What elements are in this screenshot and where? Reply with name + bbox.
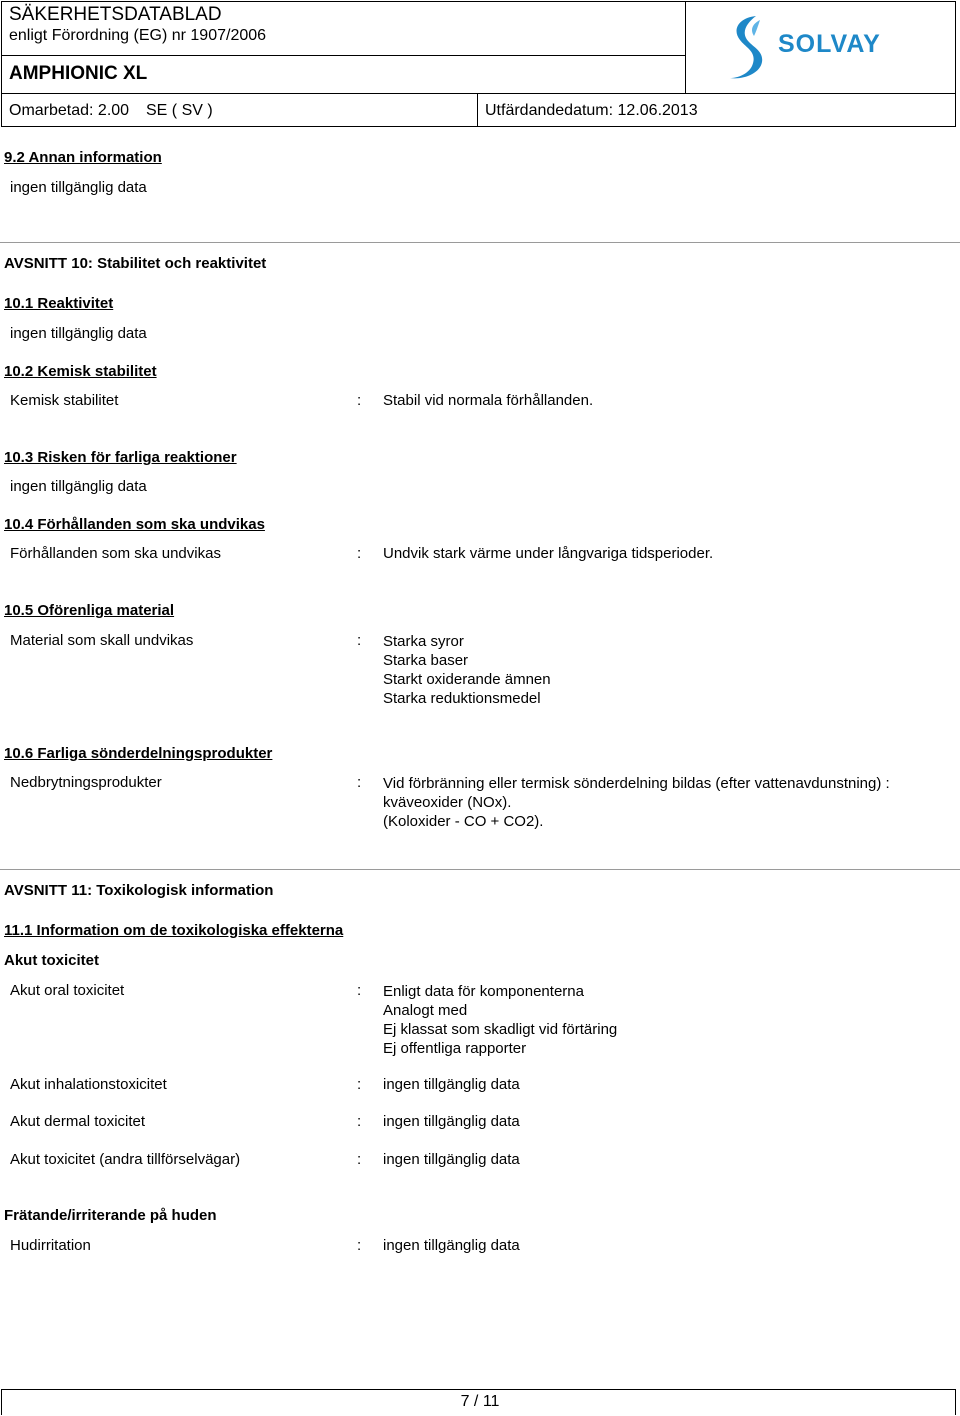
document-type: SÄKERHETSDATABLAD xyxy=(9,4,222,25)
field-colon: : xyxy=(357,982,362,999)
field-label: Förhållanden som ska undvikas xyxy=(10,545,221,562)
section-10-4-heading: 10.4 Förhållanden som ska undvikas xyxy=(4,516,265,533)
section-10-5-heading: 10.5 Oförenliga material xyxy=(4,602,175,619)
field-colon: : xyxy=(357,392,362,409)
field-value: ingen tillgänglig data xyxy=(383,1237,520,1254)
field-colon: : xyxy=(357,1151,362,1168)
section-10-2-heading: 10.2 Kemisk stabilitet xyxy=(4,363,157,380)
list-item: Enligt data för komponenterna xyxy=(383,983,584,1000)
field-colon: : xyxy=(357,774,362,791)
field-colon: : xyxy=(357,1076,362,1093)
list-item: (Koloxider - CO + CO2). xyxy=(383,813,544,830)
section-10-3-text: ingen tillgänglig data xyxy=(10,478,147,495)
list-item: Ej klassat som skadligt vid förtäring xyxy=(383,1021,618,1038)
field-label: Material som skall undvikas xyxy=(10,632,194,649)
field-label: Kemisk stabilitet xyxy=(10,392,119,409)
list-item: Vid förbränning eller termisk sönderdelning bildas (efter vattenavdunstning) : xyxy=(383,775,890,792)
list-item: Starka reduktionsmedel xyxy=(383,690,541,707)
field-value-list xyxy=(383,982,617,1058)
regulation: enligt Förordning (EG) nr 1907/2006 xyxy=(9,27,267,44)
field-colon: : xyxy=(357,1113,362,1130)
list-item: Ej offentliga rapporter xyxy=(383,1040,527,1057)
product-name: AMPHIONIC XL xyxy=(9,63,148,84)
section-9-2-heading: 9.2 Annan information xyxy=(4,149,162,166)
section-10-3-heading: 10.3 Risken för farliga reaktioner xyxy=(4,449,237,466)
section-11-title: AVSNITT 11: Toxikologisk information xyxy=(4,882,274,899)
field-colon: : xyxy=(357,632,362,649)
field-label: Akut toxicitet (andra tillförselvägar) xyxy=(10,1151,241,1168)
skin-irritation-heading: Frätande/irriterande på huden xyxy=(4,1207,217,1224)
section-separator xyxy=(0,242,960,243)
section-11-1-heading: 11.1 Information om de toxikologiska effekterna xyxy=(4,922,344,939)
field-value: Stabil vid normala förhållanden. xyxy=(383,392,594,409)
field-value: ingen tillgänglig data xyxy=(383,1113,520,1130)
list-item: kväveoxider (NOx). xyxy=(383,794,512,811)
acute-toxicity-heading: Akut toxicitet xyxy=(4,952,100,969)
solvay-logo-text: SOLVAY xyxy=(778,30,881,58)
field-label: Akut inhalationstoxicitet xyxy=(10,1076,167,1093)
section-10-1-text: ingen tillgänglig data xyxy=(10,325,147,342)
field-colon: : xyxy=(357,1237,362,1254)
list-item: Starka syror xyxy=(383,633,464,650)
field-value-list xyxy=(383,774,890,831)
field-label: Akut oral toxicitet xyxy=(10,982,125,999)
field-label: Hudirritation xyxy=(10,1237,91,1254)
header-divider xyxy=(685,1,686,93)
issue-date: Utfärdandedatum: 12.06.2013 xyxy=(485,102,698,119)
field-value: ingen tillgänglig data xyxy=(383,1076,520,1093)
field-value: ingen tillgänglig data xyxy=(383,1151,520,1168)
section-10-1-heading: 10.1 Reaktivitet xyxy=(4,295,114,312)
field-colon: : xyxy=(357,545,362,562)
solvay-logo-icon xyxy=(716,12,776,82)
page-number: 7 / 11 xyxy=(460,1393,500,1410)
list-item: Starkt oxiderande ämnen xyxy=(383,671,551,688)
revision: Omarbetad: 2.00 xyxy=(9,102,130,119)
field-value: Undvik stark värme under långvariga tidsperioder. xyxy=(383,545,714,562)
section-10-title: AVSNITT 10: Stabilitet och reaktivitet xyxy=(4,255,267,272)
field-label: Akut dermal toxicitet xyxy=(10,1113,146,1130)
list-item: Starka baser xyxy=(383,652,469,669)
section-separator xyxy=(0,869,960,870)
section-10-6-heading: 10.6 Farliga sönderdelningsprodukter xyxy=(4,745,273,762)
section-9-2-text: ingen tillgänglig data xyxy=(10,179,147,196)
header-divider xyxy=(477,93,478,127)
list-item: Analogt med xyxy=(383,1002,468,1019)
field-value-list xyxy=(383,632,551,708)
header-divider xyxy=(1,93,956,94)
language: SE ( SV ) xyxy=(146,102,213,119)
field-label: Nedbrytningsprodukter xyxy=(10,774,162,791)
header-divider xyxy=(1,55,685,56)
